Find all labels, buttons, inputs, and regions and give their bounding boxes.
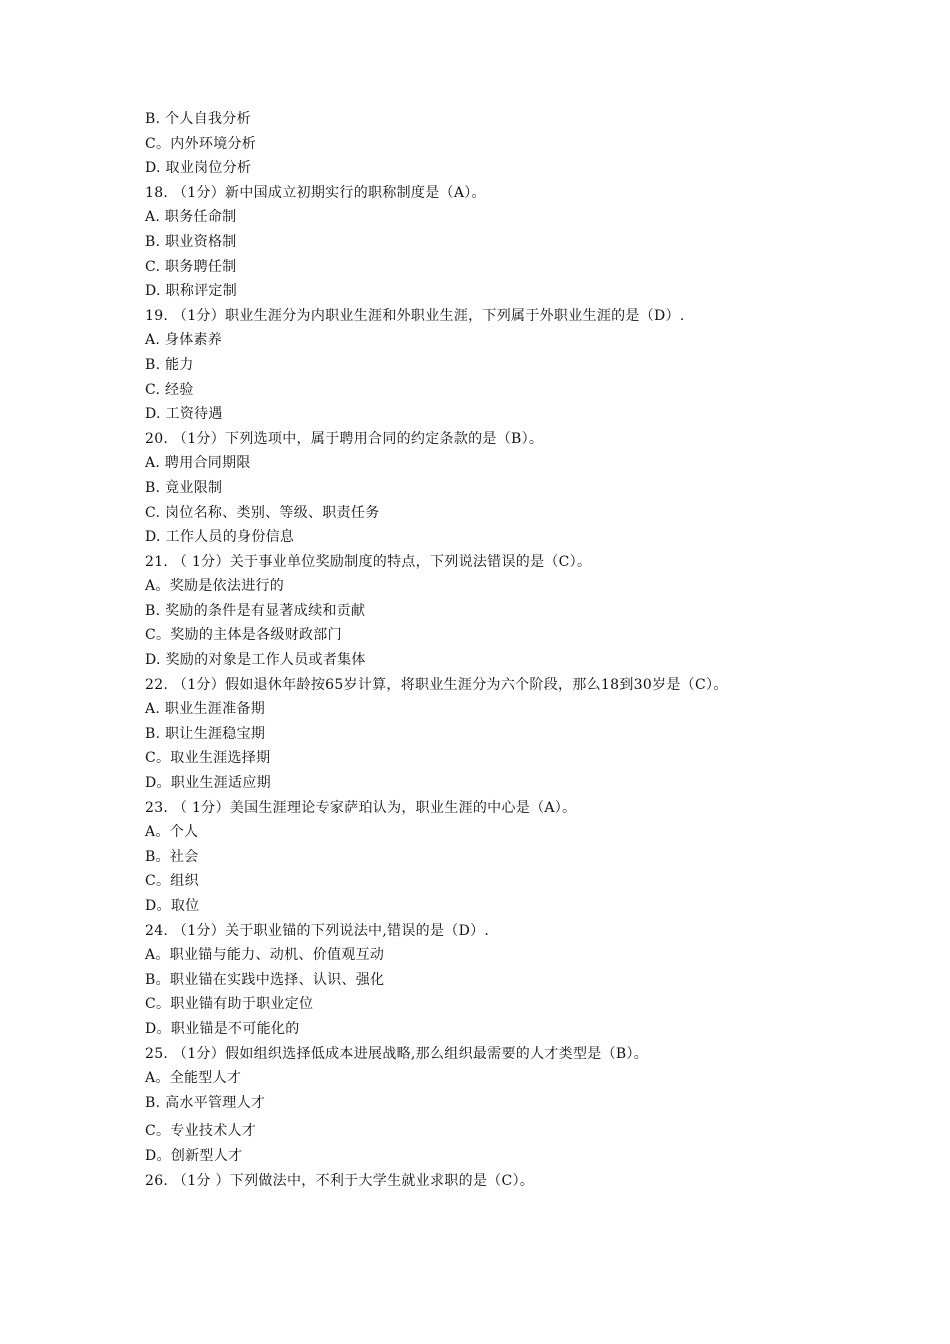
question-18-option-b: B. 职业资格制 [145, 233, 237, 250]
question-21: 21. （ 1分）关于事业单位奖励制度的特点，下列说法错误的是（C）。 [145, 553, 592, 570]
question-18: 18. （1分）新中国成立初期实行的职称制度是（A）。 [145, 184, 486, 201]
option-c-line: C。内外环境分析 [145, 135, 257, 152]
question-24-option-c: C。职业锚有助于职业定位 [145, 996, 314, 1013]
option-b-line: B. 个人自我分析 [145, 111, 251, 127]
question-19-option-a: A. 身体素养 [145, 332, 223, 349]
question-24-option-a: A。职业锚与能力、动机、价值观互动 [145, 947, 385, 964]
question-22-option-b: B. 职让生涯稳宝期 [145, 725, 266, 742]
question-20-option-a: A. 聘用合同期限 [145, 455, 251, 472]
question-21-option-c: C。奖励的主体是各级财政部门 [145, 627, 342, 644]
question-24-option-d: D。职业锚是不可能化的 [145, 1020, 300, 1037]
question-list [145, 107, 845, 1193]
question-25-option-a: A。全能型人才 [145, 1070, 242, 1087]
question-19-option-c: C. 经验 [145, 381, 194, 398]
question-20-option-d: D. 工作人员的身份信息 [145, 529, 295, 546]
question-23-option-a: A。个人 [145, 824, 199, 841]
question-19-option-d: D. 工资待遇 [145, 406, 223, 423]
question-26: 26. （1分 ）下列做法中，不利于大学生就业求职的是（C）。 [145, 1172, 535, 1189]
question-25-option-d: D。创新型人才 [145, 1147, 243, 1164]
question-23-option-c: C。组织 [145, 873, 199, 890]
question-23-option-b: B。社会 [145, 848, 199, 865]
question-25-option-c: C。专业技术人才 [145, 1123, 257, 1140]
question-18-option-d: D. 职称评定制 [145, 283, 238, 300]
question-25: 25. （1分）假如组织选择低成本进展战略,那么组织最需要的人才类型是（B）。 [145, 1045, 649, 1062]
question-20-option-c: C. 岗位名称、类别、等级、职责任务 [145, 504, 380, 521]
question-23-option-d: D。取位 [145, 898, 200, 914]
question-25-option-b: B. 高水平管理人才 [145, 1094, 266, 1111]
question-22: 22. （1分）假如退休年龄按65岁计算，将职业生涯分为六个阶段，那么18到30岁是（C）。 [145, 676, 728, 693]
option-d-line: D. 取业岗位分析 [145, 160, 252, 177]
question-24: 24. （1分）关于职业锚的下列说法中,错误的是（D）. [145, 922, 490, 939]
question-22-option-a: A. 职业生涯准备期 [145, 701, 266, 718]
question-18-option-a: A. 职务任命制 [145, 209, 237, 226]
question-21-option-d: D. 奖励的对象是工作人员或者集体 [145, 652, 366, 669]
question-21-option-b: B. 奖励的条件是有显著成续和贡献 [145, 602, 366, 619]
question-19: 19. （1分）职业生涯分为内职业生涯和外职业生涯，下列属于外职业生涯的是（D）. [145, 307, 685, 324]
question-22-option-d: D。职业生涯适应期 [145, 775, 271, 792]
question-21-option-a: A。奖励是依法进行的 [145, 578, 285, 595]
question-24-option-b: B。职业锚在实践中选择、认识、强化 [145, 971, 385, 988]
question-22-option-c: C。取业生涯选择期 [145, 750, 271, 767]
question-20-option-b: B. 竟业限制 [145, 479, 223, 496]
question-18-option-c: C. 职务聘任制 [145, 258, 237, 275]
question-19-option-b: B. 能力 [145, 356, 194, 373]
question-23: 23. （ 1分）美国生涯理论专家萨珀认为，职业生涯的中心是（A）。 [145, 799, 577, 816]
question-20: 20. （1分）下列选项中，属于聘用合同的约定条款的是（B）。 [145, 430, 544, 447]
